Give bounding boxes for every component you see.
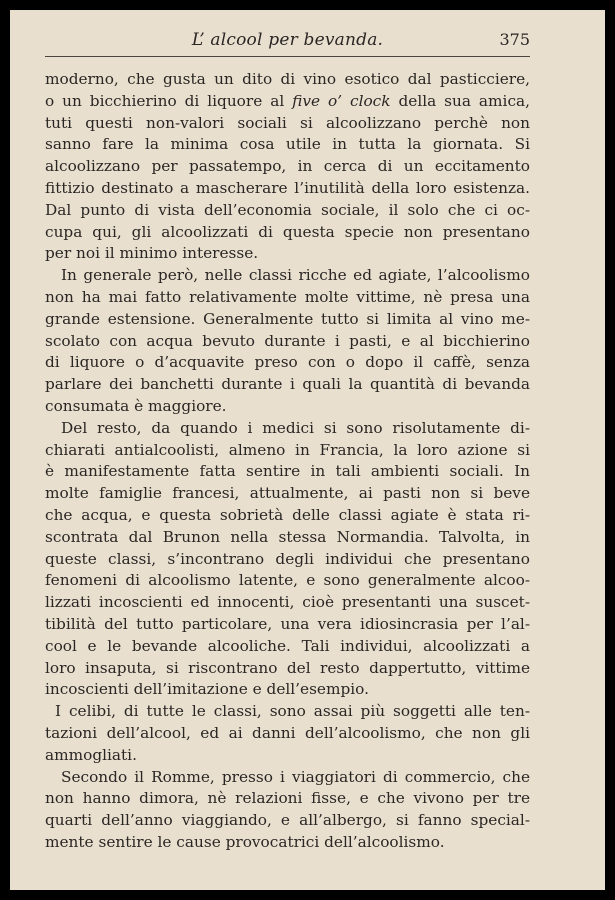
text-line: mente sentire le cause provocatrici dell’alcoolismo.	[45, 832, 445, 851]
text-line: è manifestamente fatta sentire in tali ambienti sociali. In	[45, 462, 530, 481]
text-line: che acqua, e questa sobrietà delle classi agiate è stata ri-	[45, 505, 530, 524]
text-line: queste classi, s’incontrano degli individui che presentano	[45, 549, 530, 568]
text-line: tuti questi non-valori sociali si alcoolizzano perchè non	[45, 113, 530, 132]
text-line	[45, 91, 530, 113]
text-line: alcoolizzano per passatempo, in cerca di un eccitamento	[45, 157, 530, 176]
paragraph-first-line: Secondo il Romme, presso i viaggiatori di commercio, che	[61, 767, 530, 786]
text-line: sanno fare la minima cosa utile in tutta la giornata. Si	[45, 135, 530, 154]
text-line: per noi il minimo interesse.	[45, 244, 259, 263]
paragraph-first-line: I celibi, di tutte le classi, sono assai più soggetti alle ten-	[55, 702, 530, 721]
text-line: tazioni dell’alcool, ed ai danni dell’alcoolismo, che non gli	[45, 723, 530, 742]
running-head	[45, 26, 530, 57]
text-line: incoscienti dell’imitazione e dell’esempio.	[45, 680, 369, 699]
text-line: non hanno dimora, nè relazioni fisse, e che vivono per tre	[45, 789, 530, 808]
paragraph-first-line: Del resto, da quando i medici si sono risolutamente di-	[61, 418, 530, 437]
text-line: loro insaputa, si riscontrano del resto dappertutto, vittime	[45, 658, 530, 677]
italic-phrase: five o’ clock	[292, 91, 391, 110]
text-line: fittizio destinato a mascherare l’inutilità della loro esistenza.	[45, 178, 530, 197]
text-line: parlare dei banchetti durante i quali la quantità di bevanda	[45, 375, 530, 394]
text-line: cool e le bevande alcooliche. Tali individui, alcoolizzati a	[45, 636, 530, 655]
text-line: non ha mai fatto relativamente molte vittime, nè presa una	[45, 287, 530, 306]
text-line: Dal punto di vista dell’economia sociale, il solo che ci oc-	[45, 200, 530, 219]
text-line: ammogliati.	[45, 745, 137, 764]
text-line: scolato con acqua bevuto durante i pasti, e al bicchierino	[45, 331, 530, 350]
text-line: quarti dell’anno viaggiando, e all’albergo, si fanno special-	[45, 811, 530, 830]
text-line: di liquore o d’acquavite preso con o dopo il caffè, senza	[45, 353, 530, 372]
text-line: chiarati antialcoolisti, almeno in Francia, la loro azione si	[45, 440, 530, 459]
text-line: consumata è maggiore.	[45, 396, 227, 415]
text-line: fenomeni di alcoolismo latente, e sono generalmente alcoo-	[45, 571, 530, 590]
book-page	[10, 10, 605, 890]
text-fragment: della sua amica,	[390, 91, 530, 110]
text-line: scontrata dal Brunon nella stessa Normandia. Talvolta, in	[45, 527, 530, 546]
text-line: cupa qui, gli alcoolizzati di questa specie non presentano	[45, 222, 530, 241]
text-line: molte famiglie francesi, attualmente, ai pasti non si beve	[45, 484, 530, 503]
text-line: tibilità del tutto particolare, una vera idiosincrasia per l’al-	[45, 614, 530, 633]
text-fragment: o un bicchierino di liquore al	[45, 91, 293, 110]
text-line: moderno, che gusta un dito di vino esotico dal pasticciere,	[45, 70, 530, 88]
text-line: lizzati incoscienti ed innocenti, cioè presentanti una suscet-	[45, 593, 530, 612]
body-text	[45, 69, 530, 854]
paragraph-first-line: In generale però, nelle classi ricche ed agiate, l’alcoolismo	[61, 266, 530, 285]
running-title: L’ alcool per bevanda.	[191, 30, 384, 50]
text-line: grande estensione. Generalmente tutto si limita al vino me-	[45, 309, 530, 328]
page-number: 375	[499, 30, 530, 49]
